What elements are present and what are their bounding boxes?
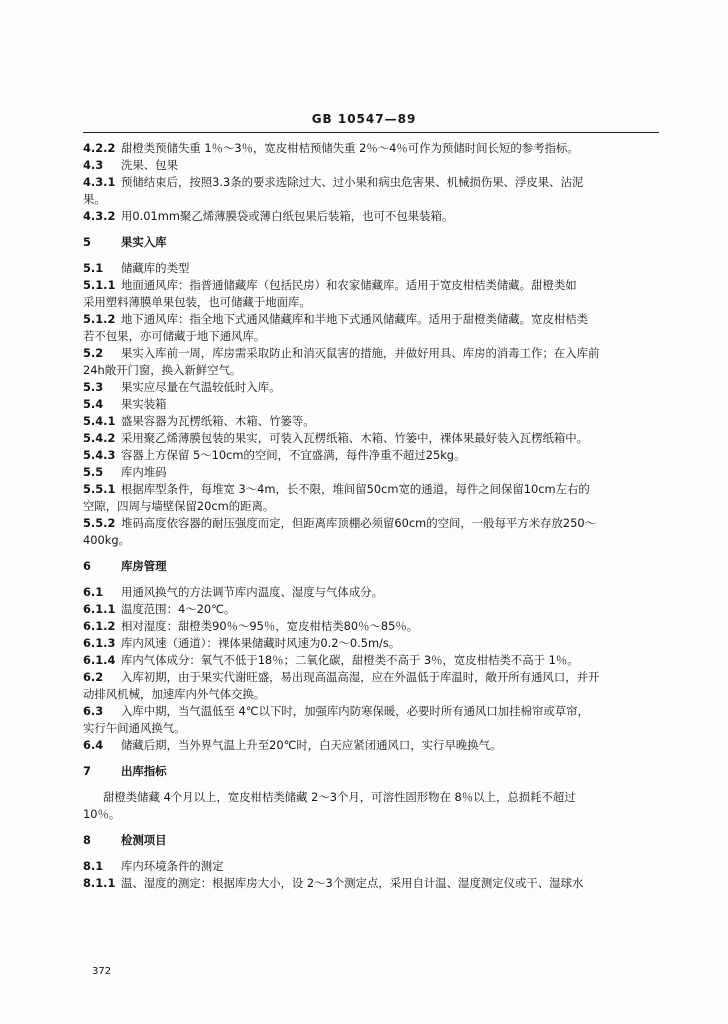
continuation-line (83, 362, 663, 379)
clause-number: 4.3 (83, 158, 104, 172)
clause-number: 5.2 (83, 346, 104, 360)
clause-text: 库内风速（通道）：裸体果储藏时风速为0.2～0.5m/s。 (121, 636, 401, 650)
clause-text: 库内气体成分：氧气不低于18％；二氧化碳，甜橙类不高于 3％，宽皮柑桔类不高于 1％。 (121, 653, 579, 667)
clause-text: 根据库型条件，每堆宽 3～4m，长不限，堆间留50cm宽的通道，每件之间保留10cm左右的 (121, 482, 590, 496)
clause-text: 地下通风库：指全地下式通风储藏库和半地下式通风储藏库。适用于甜橙类储藏。宽皮柑桔类 (121, 312, 589, 326)
clause-4-2-2 (83, 140, 663, 157)
clause-text: 储藏后期，当外界气温上升至20℃时，白天应紧闭通风口，实行早晚换气。 (121, 738, 502, 752)
clause-number: 5.3 (83, 380, 104, 394)
section-number: 6 (83, 559, 91, 573)
continuation-line (83, 720, 663, 737)
clause-text: 地面通风库：指普通储藏库（包括民房）和农家储藏库。适用于宽皮柑桔类储藏。甜橙类如 (121, 278, 577, 292)
clause-text: 温、湿度的测定：根据库房大小，设 2～3个测定点，采用自计温、湿度测定仪或干、湿球水 (121, 876, 584, 890)
clause-text: 果。 (83, 192, 106, 206)
clause-number: 5.1.2 (83, 312, 116, 326)
clause-5-2 (83, 345, 663, 362)
clause-text: 入库初期，由于果实代谢旺盛，易出现高温高湿，应在外温低于库温时，敞开所有通风口，并开 (121, 670, 600, 684)
clause-number: 5.4.1 (83, 414, 116, 428)
clause-text: 动排风机械，加速库内外气体交换。 (83, 687, 266, 701)
section-title: 库房管理 (121, 559, 167, 573)
clause-text: 盛果容器为瓦楞纸箱、木箱、竹篓等。 (121, 414, 315, 428)
clause-text: 果实应尽量在气温较低时入库。 (121, 380, 281, 394)
clause-5-4-1 (83, 413, 663, 430)
continuation-line (83, 686, 663, 703)
continuation-line (83, 294, 663, 311)
clause-4-3 (83, 157, 663, 174)
clause-6-1-1 (83, 601, 663, 618)
clause-text: 相对湿度：甜橙类90％～95％，宽皮柑桔类80％～85％。 (121, 619, 419, 633)
clause-text: 温度范围：4～20℃。 (121, 602, 236, 616)
clause-6-1-4 (83, 652, 663, 669)
clause-text: 用通风换气的方法调节库内温度、湿度与气体成分。 (121, 585, 383, 599)
standard-code-header: GB 10547—89 (311, 112, 417, 126)
clause-6-1-3 (83, 635, 663, 652)
clause-number: 4.3.1 (83, 175, 116, 189)
clause-number: 6.1.3 (83, 636, 116, 650)
header-rule (83, 132, 659, 133)
clause-number: 4.3.2 (83, 209, 116, 223)
clause-text: 容器上方保留 5～10cm的空间，不宜盛满，每件净重不超过25kg。 (121, 448, 466, 462)
clause-number: 8.1 (83, 859, 104, 873)
clause-text: 24h敞开门窗，换入新鲜空气。 (83, 363, 242, 377)
clause-number: 6.1.2 (83, 619, 116, 633)
continuation-line (83, 191, 663, 208)
clause-text: 空隙，四周与墙壁保留20cm的距离。 (83, 499, 275, 513)
clause-number: 4.2.2 (83, 141, 116, 155)
clause-text: 库内堆码 (121, 465, 167, 479)
clause-text: 10％。 (83, 807, 121, 821)
clause-text: 入库中期，当气温低至 4℃以下时，加强库内防寒保暖，必要时所有通风口加挂棉帘或草帘， (121, 704, 589, 718)
clause-text: 预储结束后，按照3.3条的要求选除过大、过小果和病虫危害果、机械损伤果、浮皮果、沾泥 (121, 175, 584, 189)
clause-5-3 (83, 379, 663, 396)
clause-text: 甜橙类储藏 4个月以上，宽皮柑桔类储藏 2～3个月，可溶性固形物在 8％以上，总损耗不超过 (103, 790, 576, 804)
clause-text: 实行午间通风换气。 (83, 721, 186, 735)
clause-number: 6.2 (83, 670, 104, 684)
clause-number: 5.4.2 (83, 431, 116, 445)
clause-text: 洗果、包果 (121, 158, 178, 172)
clause-6-4 (83, 737, 663, 754)
clause-5-5 (83, 464, 663, 481)
page-number: 372 (92, 966, 112, 977)
clause-6-1 (83, 584, 663, 601)
section-heading-7 (83, 763, 663, 780)
clause-number: 6.1.4 (83, 653, 116, 667)
clause-text: 采用塑料薄膜单果包装，也可储藏于地面库。 (83, 295, 311, 309)
section-number: 7 (83, 764, 91, 778)
clause-number: 5.4 (83, 397, 104, 411)
clause-text: 采用聚乙烯薄膜包装的果实，可装入瓦楞纸箱、木箱、竹篓中，裸体果最好装入瓦楞纸箱中。 (121, 431, 589, 445)
clause-6-3 (83, 703, 663, 720)
clause-text: 储藏库的类型 (121, 261, 190, 275)
clause-text: 甜橙类预储失重 1％～3％，宽皮柑桔预储失重 2％～4％可作为预储时间长短的参考指标。 (121, 141, 579, 155)
clause-6-2 (83, 669, 663, 686)
continuation-line (83, 806, 663, 823)
clause-5-4 (83, 396, 663, 413)
clause-4-3-2 (83, 208, 663, 225)
clause-5-4-2 (83, 430, 663, 447)
clause-number: 8.1.1 (83, 876, 116, 890)
section-number: 8 (83, 833, 91, 847)
clause-number: 5.1.1 (83, 278, 116, 292)
clause-number: 6.1 (83, 585, 104, 599)
clause-5-1-1 (83, 277, 663, 294)
clause-number: 5.5.1 (83, 482, 116, 496)
clause-number: 6.3 (83, 704, 104, 718)
clause-text: 果实装箱 (121, 397, 167, 411)
document-body (83, 140, 663, 892)
clause-number: 5.5 (83, 465, 104, 479)
continuation-line (83, 498, 663, 515)
clause-text: 400kg。 (83, 533, 130, 547)
clause-8-1 (83, 858, 663, 875)
clause-4-3-1 (83, 174, 663, 191)
continuation-line (83, 532, 663, 549)
clause-number: 5.4.3 (83, 448, 116, 462)
clause-8-1-1 (83, 875, 663, 892)
continuation-line (83, 328, 663, 345)
clause-5-5-1 (83, 481, 663, 498)
paragraph-line (83, 789, 663, 806)
clause-5-5-2 (83, 515, 663, 532)
clause-number: 6.1.1 (83, 602, 116, 616)
section-title: 出库指标 (121, 764, 167, 778)
section-heading-5 (83, 234, 663, 251)
section-number: 5 (83, 235, 91, 249)
clause-text: 若不包果，亦可储藏于地下通风库。 (83, 329, 266, 343)
clause-text: 堆码高度依容器的耐压强度而定，但距离库顶棚必须留60cm的空间，一般每平方米存放250～ (121, 516, 597, 530)
clause-text: 库内环境条件的测定 (121, 859, 224, 873)
clause-number: 5.5.2 (83, 516, 116, 530)
clause-text: 果实入库前一周，库房需采取防止和消灭鼠害的措施，并做好用具、库房的消毒工作；在入库前 (121, 346, 600, 360)
section-heading-8 (83, 832, 663, 849)
clause-number: 5.1 (83, 261, 104, 275)
section-title: 检测项目 (121, 833, 167, 847)
clause-text: 用0.01mm聚乙烯薄膜袋或薄白纸包果后装箱，也可不包果装箱。 (121, 209, 454, 223)
section-heading-6 (83, 558, 663, 575)
clause-5-1-2 (83, 311, 663, 328)
clause-number: 6.4 (83, 738, 104, 752)
clause-5-4-3 (83, 447, 663, 464)
section-title: 果实入库 (121, 235, 167, 249)
clause-5-1 (83, 260, 663, 277)
clause-6-1-2 (83, 618, 663, 635)
